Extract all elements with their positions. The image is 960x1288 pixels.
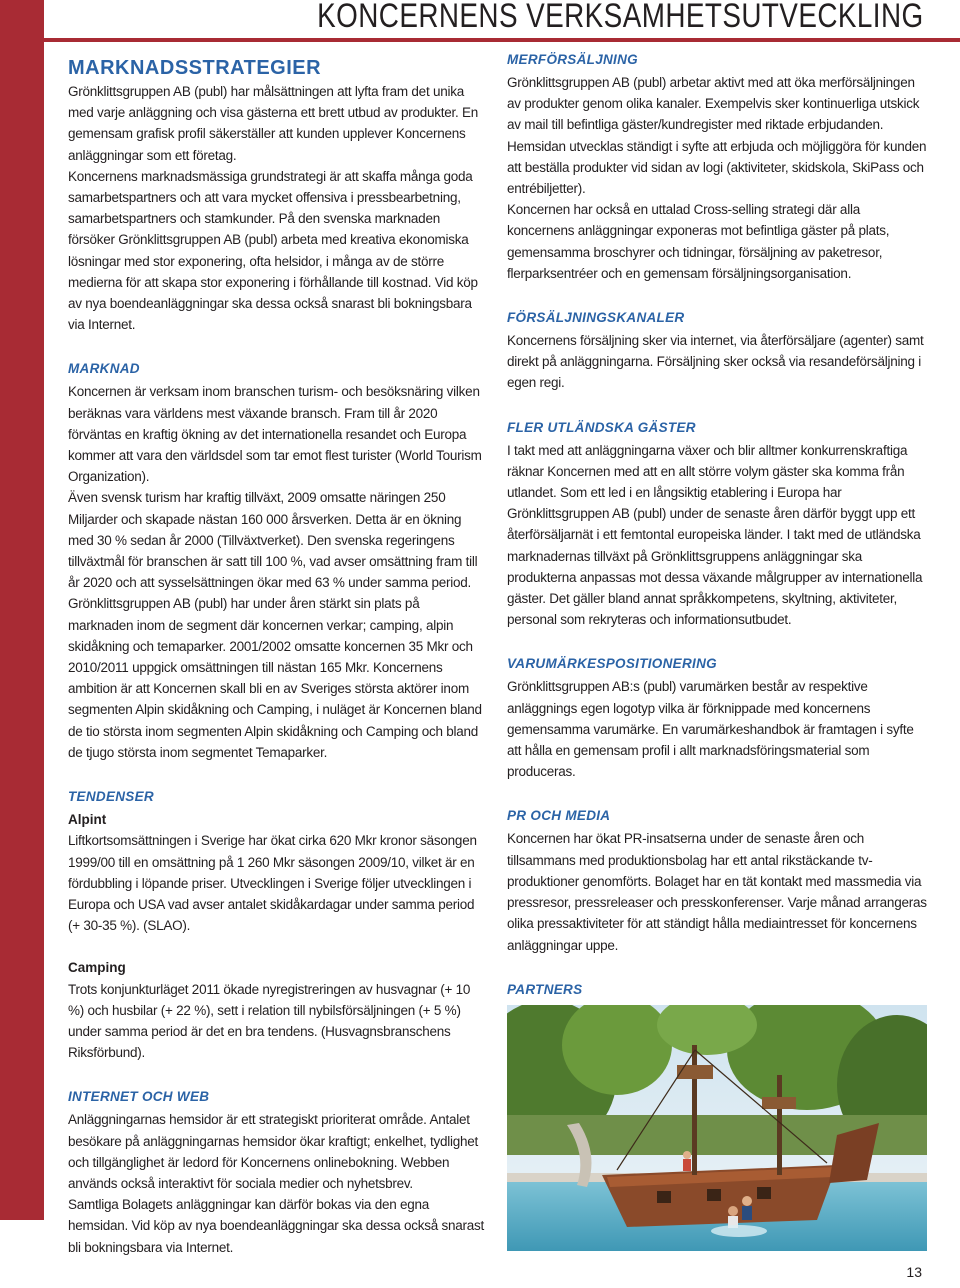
strategy-heading: MARKNADSSTRATEGIER	[68, 57, 322, 79]
market-heading: MARKNAD	[68, 361, 140, 377]
channels-heading: FÖRSÄLJNINGSKANALER	[507, 310, 685, 326]
internet-paragraph: Samtliga Bolagets anläggningar kan därför bokas via den egna hemsidan. Vid köp av nya boendeanläggningar ska dessa också snarast bli bokningsbara via Internet.	[68, 1197, 485, 1255]
trends-heading: TENDENSER	[68, 789, 154, 805]
sidebar-bottom-gap	[0, 1220, 44, 1288]
pr-paragraph: Koncernen har ökat PR-insatserna under de senaste åren och tillsammans med produktionsbolag har ett antal rikstäckande tv-produktioner genomförts. Bolaget har en tät kontakt med massmedia via pressresor, pressreleaser och presskonferenser. Varje månad arrangeras olika pressaktiviteter för att ständigt hålla mediaintresset för koncernens anläggningar uppe.	[507, 831, 927, 953]
alpine-heading: Alpint	[68, 812, 107, 828]
market-paragraph: Koncernen är verksam inom branschen turism- och besöksnäring vilken beräknas vara världens mest växande bransch. Fram till år 2020 förväntas en kraftig ökning av det internationella resandet och Europa kommer att vara den världsdel som tar emot flest turister (World Tourism Organization).	[68, 384, 482, 485]
market-paragraph: Grönklittsgruppen AB (publ) har under åren stärkt sin plats på marknaden inom de segment där koncernen verkar; camping, alpin skidåkning och temaparker. 2001/2002 omsatte koncernen 35 Mkr och 2010/2011 uppgick omsättningen till nästan 165 Mkr. Koncernens ambition är att Koncernen skall bli en av Sveriges största aktörer inom segmenten Alpin skidåkning och Camping, i nuläget är Koncernen bland de tio största inom segmenten Alpin skidåkning och Camping och bland de tjugo största inom segmentet Temaparker.	[68, 596, 482, 760]
brand-heading: VARUMÄRKESPOSITIONERING	[507, 656, 717, 672]
right-column	[507, 50, 929, 1065]
channels-paragraph: Koncernens försäljning sker via internet, via återförsäljare (agenter) samt direkt på anläggningarna. Försäljning sker också via resandeförsäljning i egen regi.	[507, 333, 924, 391]
page-title: KONCERNENS VERKSAMHETSUTVECKLING	[317, 0, 924, 35]
strategy-paragraph: Koncernens marknadsmässiga grundstrategi är att skaffa många goda samarbetspartners och att vara mycket offensiva i pressbearbetning, samarbetspartners och stamkunder. På den svenska marknaden försöker Grönklittsgruppen AB (publ) arbeta med kreativa ekonomiska lösningar med stor exponering, ofta helsidor, i många av de större medierna för att skapa stor exponering i förhållande till kostnad. Vid köp av nya boendeanläggningar ska dessa också snarast bli bokningsbara via Internet.	[68, 168, 478, 333]
foreign-guests-heading: FLER UTLÄNDSKA GÄSTER	[507, 419, 696, 435]
page-number: 13	[906, 1264, 922, 1280]
pr-heading: PR OCH MEDIA	[507, 808, 611, 824]
pirate-ship-pool-photo	[507, 1005, 927, 1251]
market-paragraph: Även svensk turism har kraftig tillväxt, 2009 omsatte näringen 250 Miljarder och skapade nästan 160 000 årsverken. Detta är en ökning med 30 % sedan år 2000 (Tillväxtverket). Den svenska regeringens tillväxtmål för branschen är satt till 100 %, vad avser omsättning fram till år 2020 och att sysselsättningen ökar med 63 % under samma period.	[68, 490, 478, 591]
upsell-heading: MERFÖRSÄLJNING	[507, 52, 638, 67]
strategy-paragraph: Grönklittsgruppen AB (publ) har målsättningen att lyfta fram det unika med varje anläggning och visa gästerna ett brett utbud av produkter. En gemensam grafisk profil säkerställer att kunden upplever Koncernens anläggningar som ett företag.	[68, 84, 479, 163]
internet-paragraph: Anläggningarnas hemsidor är ett strategiskt prioriterat område. Antalet besökare på anläggningarnas hemsidor ökar kraftigt; enkelhet, tydlighet och tillgänglighet är ledord för Koncernens onlinebokning. Webben används också interaktivt för sociala medier och nyhetsbrev.	[68, 1112, 479, 1191]
brand-paragraph: Grönklittsgruppen AB:s (publ) varumärken består av respektive anläggnings egen logotyp vilka är förknippade med koncernens gemensamma varumärke. En varumärkeshandbok är framtagen i syfte att hålla en gemensam profil i allt marknadsföringsmaterial som produceras.	[507, 679, 914, 780]
foreign-guests-paragraph: I takt med att anläggningarna växer och blir alltmer konkurrenskraftiga räknar Koncernen med att en allt större volym gäster ska komma från utlandet. Som ett led i en långsiktig etablering i Europa har Grönklittsgruppen AB (publ) under de senaste åren därför byggt upp ett återförsäljarnät i ett femtontal europeiska länder. I takt med de utländska marknadernas tillväxt på Grönklittsgruppens anläggningar ska produkterna anpassas mot dessa växande målgrupper av internationella gäster. Det gäller bland annat språkkompetens, skyltning, aktiviteter, personal som rekryteras och informationsutbudet.	[507, 442, 923, 628]
left-column	[68, 50, 488, 1258]
internet-heading: INTERNET OCH WEB	[68, 1089, 210, 1105]
upsell-paragraph: Grönklittsgruppen AB (publ) arbetar aktivt med att öka merförsäljningen av produkter genom olika kanaler. Exempelvis sker kontinuerliga utskick av mail till befintliga gäster/kundregister med riktade erbjudanden. Hemsidan utvecklas ständigt i syfte att erbjuda och möjliggöra för kunden att beställa produkter vid sidan av logi (aktiviteter, skidskola, SkiPass och entrébiljetter).	[507, 75, 927, 197]
camping-paragraph: Trots konjunkturläget 2011 ökade nyregistreringen av husvagnar (+ 10 %) och husbilar (+ 22 %), sett i relation till nybilsförsäljningen (+ 5 %) under samma period är det en bra tendens. (Husvagnsbranschens Riksförbund).	[68, 981, 471, 1061]
camping-heading: Camping	[68, 960, 126, 976]
photo-illustration	[507, 1005, 927, 1251]
upsell-paragraph: Koncernen har också en uttalad Cross-selling strategi där alla koncernens anläggningar exponeras mot befintliga gäster på plats, gemensamma broschyrer och tidningar, försäljning av paketresor, flerparksentréer och en gemensam försäljningsorganisation.	[507, 202, 890, 281]
partners-heading: PARTNERS	[507, 981, 583, 997]
header-rule	[44, 38, 960, 42]
alpine-paragraph: Liftkortsomsättningen i Sverige har ökat cirka 620 Mkr kronor säsongen 1999/00 till en omsättning på 1 260 Mkr säsongen 2009/10, vilket är en fördubbling i löpande priser. Utvecklingen i Sverige följer utvecklingen i Europa och USA vad avser antalet skidåkardagar under samma period (+ 30-35 %). (SLAO).	[68, 833, 477, 934]
sidebar-accent-bar	[0, 0, 44, 1220]
